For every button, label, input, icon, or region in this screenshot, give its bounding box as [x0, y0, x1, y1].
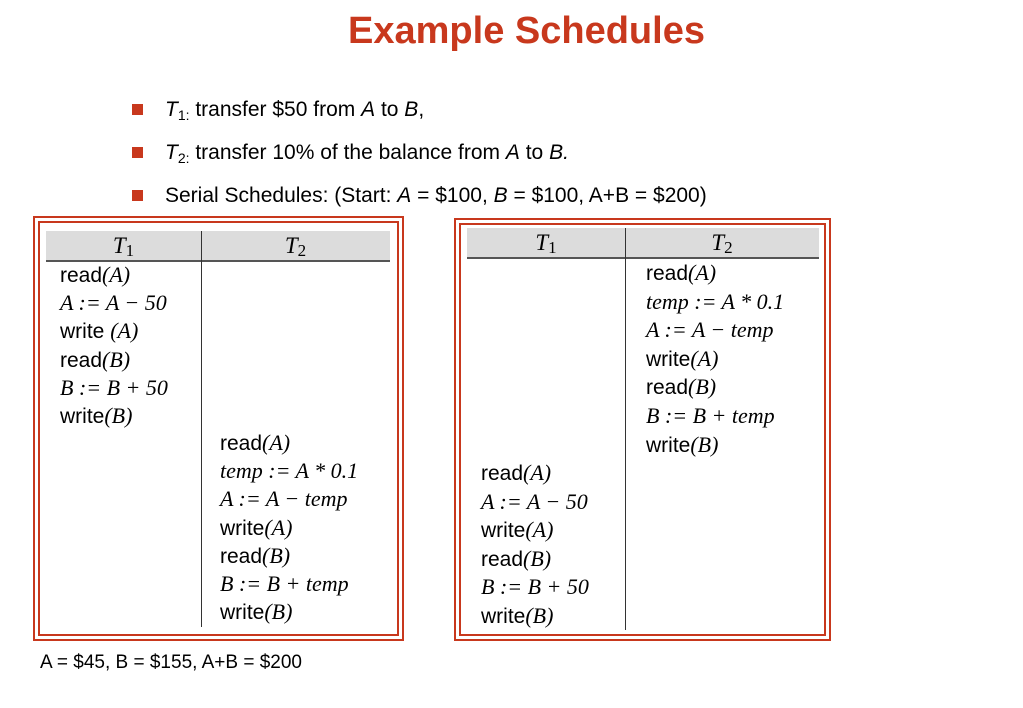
operation-row [60, 317, 138, 345]
bullet-item-serial [132, 174, 707, 217]
operation-row [646, 431, 718, 459]
operation-expression: B := B + temp [646, 403, 775, 428]
operation-row [481, 459, 551, 487]
operation-expression: B := B + 50 [60, 374, 168, 400]
bullet-var-b: B. [549, 141, 569, 164]
result-text: A = $45, B = $155, A+B = $200 [40, 652, 303, 673]
operation-row [646, 345, 718, 373]
bullet-text-end: = $100, A+B = $200) [507, 184, 707, 207]
operation-expression: A := A − temp [646, 317, 774, 343]
bullet-text-mid: to [519, 141, 550, 164]
operation-row [481, 516, 553, 544]
operation-row [646, 259, 716, 287]
header-t1: $T_1$ [535, 230, 557, 257]
operation-row [481, 545, 551, 573]
operation-expression: (A) [523, 460, 552, 485]
operation-expression: (B) [690, 431, 719, 457]
operation-keyword: read [481, 547, 524, 571]
operation-row [60, 289, 167, 317]
operation-keyword: read [60, 348, 103, 372]
operation-expression: (A) [688, 260, 717, 285]
operation-expression: (A) [262, 430, 291, 455]
operation-keyword: write [481, 605, 526, 628]
operation-expression: B := B + temp [220, 571, 349, 596]
column-divider [625, 228, 626, 630]
operation-expression: (A) [110, 318, 139, 344]
bullet-item-t1 [132, 88, 707, 131]
schedule-2-table [467, 228, 819, 632]
schedule-1-table [46, 231, 390, 629]
operation-row [60, 402, 132, 430]
operation-keyword: write [220, 516, 265, 540]
bullet-list [132, 88, 707, 217]
operation-expression: temp := A * 0.1 [646, 288, 785, 314]
operation-expression: temp := A * 0.1 [220, 458, 359, 484]
operation-keyword: read [646, 376, 689, 400]
bullet-t-symbol: T [165, 141, 178, 164]
bullet-var-a: A [397, 184, 412, 207]
operation-row [646, 373, 716, 401]
operation-row [220, 598, 292, 626]
bullet-item-t2 [132, 131, 707, 174]
operation-expression: (B) [264, 599, 293, 625]
bullet-t-subscript: 2: [177, 150, 190, 166]
bullet-var-a: A [505, 141, 520, 164]
bullet-t-subscript: 1: [177, 107, 190, 123]
bullet-text-end: , [418, 98, 425, 121]
operation-keyword: read [220, 544, 263, 568]
bullet-square-icon [132, 104, 143, 115]
schedule-header [46, 231, 390, 262]
bullet-square-icon [132, 147, 143, 158]
bullet-square-icon [132, 190, 143, 201]
result-caption [40, 652, 302, 674]
bullet-text: Serial Schedules: (Start: [165, 184, 398, 207]
bullet-text: transfer 10% of the balance from [189, 141, 506, 164]
operation-keyword: write [60, 405, 105, 428]
operation-keyword: read [646, 262, 689, 285]
operation-expression: B := B + 50 [481, 574, 589, 600]
operation-keyword: write [60, 320, 111, 344]
operation-row [481, 602, 553, 630]
operation-expression: (B) [688, 374, 717, 400]
operation-row [220, 457, 358, 485]
operation-expression: (A) [264, 514, 293, 540]
operation-row [220, 485, 347, 513]
operation-row [220, 429, 290, 457]
operation-keyword: write [220, 601, 265, 625]
operation-expression: (B) [523, 545, 552, 571]
slide-title: Example Schedules [348, 10, 705, 52]
operation-expression: A := A − temp [220, 486, 348, 512]
bullet-text-mid: = $100, [411, 184, 494, 207]
operation-expression: (A) [102, 262, 131, 287]
bullet-text: transfer $50 from [189, 98, 362, 121]
operation-expression: (A) [525, 517, 554, 543]
operation-keyword: read [220, 432, 263, 455]
operation-row [646, 316, 773, 344]
header-t2: $T_2$ [711, 230, 733, 257]
bullet-var-b: B [493, 184, 508, 207]
operation-row [481, 488, 588, 516]
operation-keyword: write [646, 433, 691, 457]
header-t1: $T_1$ [112, 233, 135, 260]
header-t2: $T_2$ [284, 233, 307, 260]
operation-row [481, 573, 589, 601]
operation-expression: (B) [262, 542, 291, 568]
operation-expression: (B) [525, 603, 554, 628]
operation-row [646, 288, 784, 316]
operation-keyword: write [646, 347, 691, 371]
operation-row [220, 514, 292, 542]
operation-expression: A := A − 50 [481, 488, 588, 514]
operation-expression: A := A − 50 [60, 290, 167, 316]
operation-row [60, 261, 130, 289]
schedule-header [467, 228, 819, 259]
operation-expression: (A) [690, 345, 719, 371]
bullet-var-a: A [361, 98, 376, 121]
operation-keyword: read [481, 462, 524, 485]
bullet-t-symbol: T [165, 98, 178, 121]
bullet-var-b: B [404, 98, 419, 121]
operation-row [220, 542, 290, 570]
bullet-text-mid: to [375, 98, 405, 121]
operation-row [646, 402, 775, 430]
operation-keyword: write [481, 519, 526, 543]
operation-row [220, 570, 349, 598]
operation-keyword: read [60, 264, 103, 287]
operation-expression: (B) [104, 403, 133, 428]
operation-row [60, 346, 130, 374]
operation-expression: (B) [102, 346, 131, 372]
operation-row [60, 374, 168, 402]
column-divider [201, 231, 202, 627]
